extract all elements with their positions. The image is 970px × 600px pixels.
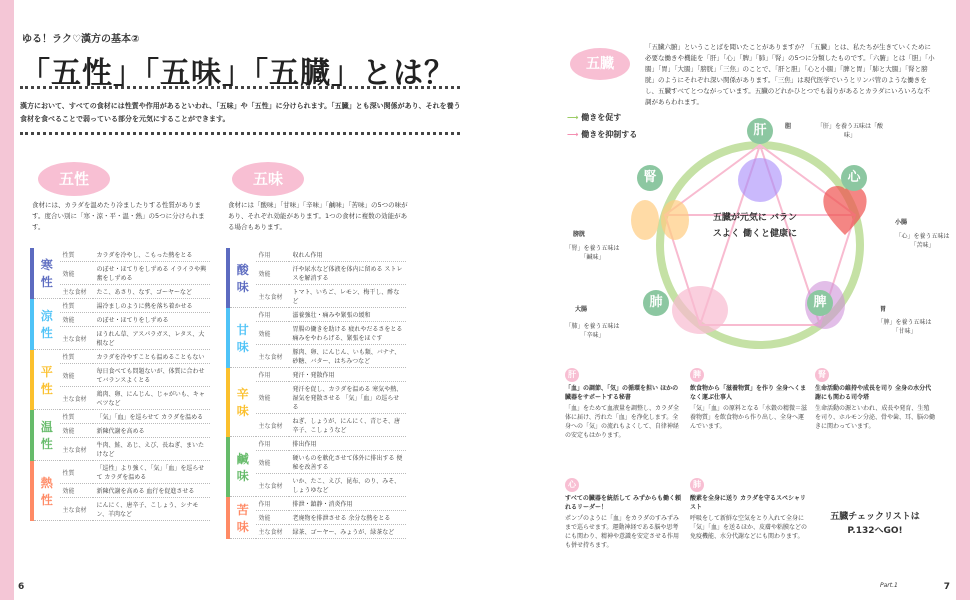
- kidney-illustration: [661, 200, 689, 240]
- page-number: 7: [943, 582, 950, 592]
- gosei-row: [32, 262, 210, 285]
- gosei-table: [30, 248, 210, 521]
- gosei-row: [32, 350, 210, 364]
- gosei-value: たこ、あさり、なす、ゴーヤーなど: [93, 285, 210, 299]
- gomi-value: トマト、いちご、レモン、梅干し、酢など: [289, 285, 406, 308]
- note-kan: 「肝」を養う五味は「酸味」: [816, 123, 883, 139]
- section-jin: [815, 368, 935, 431]
- section-kan-title: 「血」の調節、「気」の循環を担い ほかの臓器をサポートする秘書: [565, 385, 679, 401]
- section-hi-badge: 脾: [690, 368, 704, 382]
- gomi-value: 発汗を促し、カラダを温める 寒気や熱、湿気を発散させる 「気」「血」の巡らせる: [289, 382, 406, 414]
- section-kan-badge: 肝: [565, 368, 579, 382]
- gosei-row: [32, 387, 210, 410]
- gomi-row: [228, 308, 406, 322]
- section-hi-title: 飲食物から「滋養物質」を作り 全身へくまなく運ぶ仕事人: [690, 385, 807, 401]
- gosei-key: 効能: [60, 313, 94, 327]
- gosei-key: 性質: [60, 461, 94, 484]
- gomi-key: 主な食材: [256, 414, 290, 437]
- section-hi-body: 「気」「血」の原料となる「水穀の精微＝滋養物質」を飲食物から作り出し、全身へ運んでいます。: [690, 405, 808, 430]
- suppress-arrow-icon: ⟶: [567, 130, 579, 139]
- organ-hai: 肺: [643, 290, 669, 316]
- gosei-value: 「気」「血」を巡らせて カラダを温める: [93, 410, 210, 424]
- legend-suppress: 働きを抑制する: [581, 130, 638, 139]
- gomi-key: 効能: [256, 262, 290, 285]
- gomi-value: ねぎ、しょうが、にんにく、青じそ、唐辛子、こしょうなど: [289, 414, 406, 437]
- promote-arrow-icon: ⟶: [567, 113, 579, 122]
- gosei-value: 毎日食べても問題ないが、体質に合わせてバランスよくとる: [93, 364, 210, 387]
- gomi-row: [228, 511, 406, 525]
- gosei-key: 効能: [60, 262, 94, 285]
- section-jin-badge: 腎: [815, 368, 829, 382]
- gomi-key: 作用: [256, 248, 290, 262]
- page-edge: [0, 0, 14, 600]
- gosei-category: 平性: [32, 350, 60, 410]
- gomi-value: 硬いものを軟化させて体外に排出する 便秘を改善する: [289, 451, 406, 474]
- gomi-key: 効能: [256, 511, 290, 525]
- gosei-value: 新陳代謝を高める: [93, 424, 210, 438]
- organ-kan: 肝: [747, 118, 773, 144]
- gomi-heading: 五味: [232, 162, 304, 196]
- gomi-value: 収れん作用: [289, 248, 406, 262]
- legend-promote: 働きを促す: [581, 113, 622, 122]
- gomi-category: 鹹味: [228, 437, 256, 497]
- gosei-key: 主な食材: [60, 327, 94, 350]
- section-hai-title: 酸素を全身に送り カラダを守るスペシャリスト: [690, 495, 806, 511]
- page-title: 「五性」「五味」「五臓」とは？: [20, 56, 455, 91]
- note-jin: 「腎」を養う五味は「鹹味」: [565, 245, 620, 261]
- divider: [20, 86, 460, 89]
- gomi-key: 効能: [256, 322, 290, 345]
- gomi-key: 作用: [256, 497, 290, 511]
- gomi-row: [228, 414, 406, 437]
- gosei-key: 性質: [60, 410, 94, 424]
- gosei-desc: 食材には、カラダを温めたり冷ましたりする性質があります。度合い別に「寒・涼・平・温・熱」の5つに分けられます。: [32, 201, 205, 231]
- gomi-key: 効能: [256, 382, 290, 414]
- series-label: ゆる！ラク♡漢方の基本②: [22, 34, 140, 45]
- liver-illustration: [738, 158, 782, 202]
- gomi-value: いか、たこ、えび、昆布、のり、みそ、しょうゆなど: [289, 474, 406, 497]
- gosei-value: 湯冷ましのように熱を落ち着かせる: [93, 299, 210, 313]
- gomi-key: 作用: [256, 437, 290, 451]
- section-jin-body: 生命活動の源といわれ、成長や発育、生殖を司り、ホルモン分泌、骨や歯、耳、脳の働きに関わっています。: [815, 405, 936, 430]
- organ-hi: 脾: [807, 290, 833, 316]
- gomi-row: [228, 437, 406, 451]
- gosei-key: 性質: [60, 248, 94, 262]
- gomi-value: 滋養強壮・痛みや緊張の緩和: [289, 308, 406, 322]
- gosei-key: 性質: [60, 350, 94, 364]
- section-kan-body: 「血」をためて血液量を調整し、カラダ全体に届け、汚れた「血」を浄化します。全身への「気」の流れもよくして、自律神経の安定もはかります。: [565, 405, 679, 439]
- section-kan: [565, 368, 683, 440]
- gomi-value: 老廃物を排泄させる 余分な熱をとる: [289, 511, 406, 525]
- gosei-key: 主な食材: [60, 285, 94, 299]
- kidney-illustration: [631, 200, 659, 240]
- gomi-key: 主な食材: [256, 345, 290, 368]
- gomi-key: 主な食材: [256, 474, 290, 497]
- page-number: 6: [18, 582, 25, 592]
- gomi-row: [228, 368, 406, 382]
- checklist-callout: 五臓チェックリストは P.132へGO!: [830, 512, 920, 536]
- label-shocho: 小腸: [895, 219, 908, 226]
- gomi-category: 甘味: [228, 308, 256, 368]
- gomi-key: 主な食材: [256, 285, 290, 308]
- gosei-value: 「巡性」より強く、「気」「血」を巡らせて カラダを温める: [93, 461, 210, 484]
- section-shin-title: すべての臓器を統括して みずからも働く頼れるリーダー！: [565, 495, 681, 511]
- section-hi: [690, 368, 808, 431]
- gosei-row: [32, 498, 210, 521]
- label-tan: 胆: [785, 123, 792, 130]
- gomi-category: 酸味: [228, 248, 256, 308]
- gosei-category: 寒性: [32, 248, 60, 299]
- gosei-key: 効能: [60, 364, 94, 387]
- gosei-row: [32, 424, 210, 438]
- gomi-table: [226, 248, 406, 539]
- gosei-category: 温性: [32, 410, 60, 461]
- gomi-row: [228, 451, 406, 474]
- gomi-row: [228, 525, 406, 539]
- gosei-key: 効能: [60, 484, 94, 498]
- gosei-value: カラダを冷やすことも温めることもない: [93, 350, 210, 364]
- gosei-row: [32, 299, 210, 313]
- gosei-heading: 五性: [38, 162, 110, 196]
- gomi-desc: 食材には「酸味」「甘味」「辛味」「鹹味」「苦味」の5つの味があり、それぞれ効能があります。1つの食材に複数の効能がある場合もあります。: [228, 201, 408, 231]
- gosei-key: 性質: [60, 299, 94, 313]
- gosei-value: にんにく、唐辛子、こしょう、シナモン、羊肉など: [93, 498, 210, 521]
- section-shin-body: ポンプのように「血」をカラダのすみずみまで巡らせます。運動神経である脳や思考にも関わり、精神や意識を安定させる作用も併せ持ちます。: [565, 515, 680, 549]
- gomi-row: [228, 248, 406, 262]
- section-hai-badge: 肺: [690, 478, 704, 492]
- gosei-value: のぼせ・ほてりをしずめる: [93, 313, 210, 327]
- gosei-row: [32, 364, 210, 387]
- gosei-row: [32, 484, 210, 498]
- gomi-value: 胃腸の働きを助ける 疲れやだるさをとる 痛みをやわらげる、緊張をほぐす: [289, 322, 406, 345]
- organ-shin: 心: [841, 165, 867, 191]
- gosei-value: カラダを冷やし、こもった熱をとる: [93, 248, 210, 262]
- gosei-row: [32, 438, 210, 461]
- section-hai: [690, 478, 808, 541]
- gosei-row: [32, 248, 210, 262]
- gomi-category: 苦味: [228, 497, 256, 539]
- gosei-row: [32, 327, 210, 350]
- gomi-row: [228, 285, 406, 308]
- organ-jin: 腎: [637, 165, 663, 191]
- gosei-row: [32, 285, 210, 299]
- label-boko: 膀胱: [573, 231, 586, 238]
- label-i: 胃: [880, 306, 887, 313]
- gosei-category: 熱性: [32, 461, 60, 521]
- cycle-center-text: 五臓が元気に バランスよく 働くと健康に: [712, 213, 798, 239]
- gosei-row: [32, 313, 210, 327]
- gomi-row: [228, 345, 406, 368]
- gomi-row: [228, 322, 406, 345]
- lungs-illustration: [672, 286, 728, 334]
- gomi-key: 効能: [256, 451, 290, 474]
- divider: [20, 132, 460, 135]
- gomi-category: 辛味: [228, 368, 256, 437]
- gomi-value: 豚肉、卵、にんじん、いも類、バナナ、砂糖、バター、はちみつなど: [289, 345, 406, 368]
- right-page: [485, 0, 970, 600]
- note-hi: 「脾」を養う五味は「甘味」: [877, 319, 932, 335]
- section-shin-badge: 心: [565, 478, 579, 492]
- gosei-row: [32, 461, 210, 484]
- section-shin: [565, 478, 683, 550]
- gosei-key: 効能: [60, 424, 94, 438]
- gomi-value: 発汗・発散作用: [289, 368, 406, 382]
- gosei-value: ほうれん草、アスパラガス、レタス、大根など: [93, 327, 210, 350]
- gomi-row: [228, 262, 406, 285]
- gomi-row: [228, 497, 406, 511]
- gomi-value: 汗や尿水など体液を体内に留める ストレスを解消する: [289, 262, 406, 285]
- gomi-key: 作用: [256, 368, 290, 382]
- gosei-key: 主な食材: [60, 438, 94, 461]
- note-hai: 「肺」を養う五味は「辛味」: [565, 323, 620, 339]
- gosei-key: 主な食材: [60, 498, 94, 521]
- gomi-value: 排泄・鎮静・消炎作用: [289, 497, 406, 511]
- gosei-value: 新陳代謝を高める 血行を促進させる: [93, 484, 210, 498]
- label-daicho: 大腸: [575, 306, 588, 313]
- gosei-row: [32, 410, 210, 424]
- gomi-key: 作用: [256, 308, 290, 322]
- gosei-value: 鶏肉、卵、にんじん、じゃがいも、キャベツなど: [93, 387, 210, 410]
- section-hai-body: 呼吸をして新鮮な空気をとり入れて全身に「気」「血」を送るほか、皮膚や粘膜などの免疫機能、水分代謝などにも関わります。: [690, 515, 808, 540]
- gosei-category: 涼性: [32, 299, 60, 350]
- gomi-row: [228, 382, 406, 414]
- intro-text: 漢方において、すべての食材には性質や作用があるといわれ、「五味」や「五性」に分けられます。「五臓」とも深い関係があり、それを養う食材を食べることで弱っている部分を元気にすることができます。: [20, 102, 461, 123]
- gosei-key: 主な食材: [60, 387, 94, 410]
- gozou-intro: 「五臓六腑」ということばを聞いたことがありますか？「五臓」とは、私たちが生きていくために必要な働きや機能を「肝」「心」「脾」「肺」「腎」の5つに分類したものです。「六腑」とは「胆」「小腸」「胃」「大腸」「膀胱」「三焦」のことで、「肝と胆」「心と小腸」「脾と胃」「肺と大腸」「腎と膀胱」のようにそれぞれ深い関係があります。「三焦」は現代医学でいうとリンパ管のような働きをし、五臓すべてとつながっています。五臓のどれかひとつでも弱りがあるとカラダにいろいろな不調があらわれます。: [645, 43, 935, 106]
- gosei-value: 牛肉、鮭、あじ、えび、長ねぎ、まいたけなど: [93, 438, 210, 461]
- gomi-key: 主な食材: [256, 525, 290, 539]
- gomi-value: 排出作用: [289, 437, 406, 451]
- section-jin-title: 生命活動の維持や成長を司り 全身の水分代謝にも関わる司令塔: [815, 385, 932, 401]
- gosei-value: のぼせ・ほてりをしずめる イライラや興奮をしずめる: [93, 262, 210, 285]
- gomi-value: 緑茶、ゴーヤー、みょうが、緑茶など: [289, 525, 406, 539]
- part-label: Part.1: [880, 582, 898, 589]
- gomi-row: [228, 474, 406, 497]
- gozou-heading: 五臓: [570, 48, 630, 80]
- note-shin: 「心」を養う五味は「苦味」: [895, 233, 950, 249]
